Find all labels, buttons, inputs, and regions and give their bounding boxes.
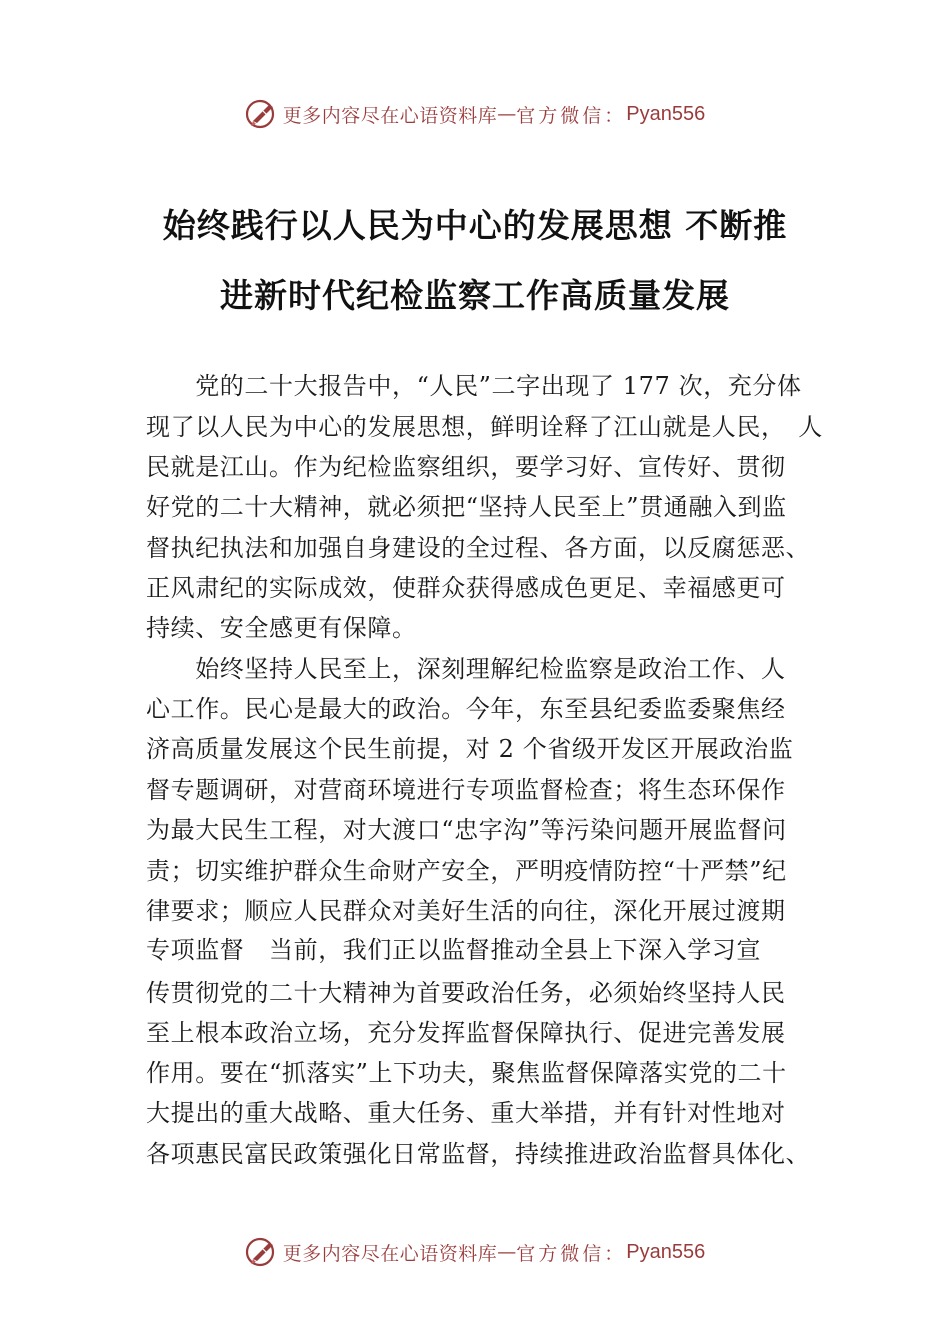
body-line: 为最大民生工程，对大渡口“忠字沟”等污染问题开展监督问 [146,816,787,844]
body-line: 持续、安全感更有保障。 [146,614,417,642]
body-line: 传贯彻党的二十大精神为首要政治任务，必须始终坚持人民 [146,979,786,1007]
body-line: 作用。要在“抓落实”上下功夫，聚焦监督保障落实党的二十 [146,1059,787,1087]
body-line: 督专题调研，对营商环境进行专项监督检查；将生态环保作 [146,776,786,804]
body-line: 大提出的重大战略、重大任务、重大举措，并有针对性地对 [146,1099,786,1127]
body-line: 济高质量发展这个民生前提，对 2 个省级开发区开展政治监 [146,735,794,763]
body-line: 心工作。民心是最大的政治。今年，东至县纪委监委聚焦经 [146,695,786,723]
banner-text: 更多内容尽在心语资料库 [282,104,498,127]
body-line: 民就是江山。作为纪检监察组织，要学习好、宣传好、贯彻 [146,453,786,481]
body-line: 好党的二十大精神，就必须把“坚持人民至上”贯通融入到监 [146,493,787,521]
banner-separator: — [497,1241,517,1263]
body-line: 始终坚持人民至上，深刻理解纪检监察是政治工作、人 [146,655,786,683]
page-title-line-1: 始终践行以人民为中心的发展思想 不断推 [162,206,788,245]
banner-separator: — [497,103,517,125]
body-line: 律要求；顺应人民群众对美好生活的向往，深化开展过渡期 [146,897,786,925]
body-line: 专项监督 当前，我们正以监督推动全县上下深入学习宣 [146,936,761,964]
banner-text: 更多内容尽在心语资料库 [282,1242,498,1265]
body-line: 责；切实维护群众生命财产安全，严明疫情防控“十严禁”纪 [146,857,787,885]
body-line: 正风肃纪的实际成效，使群众获得感成色更足、幸福感更可 [146,574,786,602]
banner-label: 官方微信： [516,1242,627,1265]
banner-wechat-id: Pyan556 [626,102,706,125]
body-line: 各项惠民富民政策强化日常监督，持续推进政治监督具体化、 [146,1140,811,1168]
footer-banner [0,1230,950,1274]
body-line: 党的二十大报告中，“人民”二字出现了 177 次，充分体 [146,372,802,400]
body-line: 至上根本政治立场，充分发挥监督保障执行、促进完善发展 [146,1019,786,1047]
pen-logo-icon [245,97,279,131]
page-title-line-2: 进新时代纪检监察工作高质量发展 [220,276,730,315]
body-line: 督执纪执法和加强自身建设的全过程、各方面，以反腐惩恶、 [146,534,811,562]
header-banner [0,92,950,136]
banner-wechat-id: Pyan556 [626,1240,706,1263]
banner-label: 官方微信： [516,104,627,127]
pen-logo-icon [245,1235,279,1269]
body-line: 现了以人民为中心的发展思想，鲜明诠释了江山就是人民， 人 [146,413,823,441]
